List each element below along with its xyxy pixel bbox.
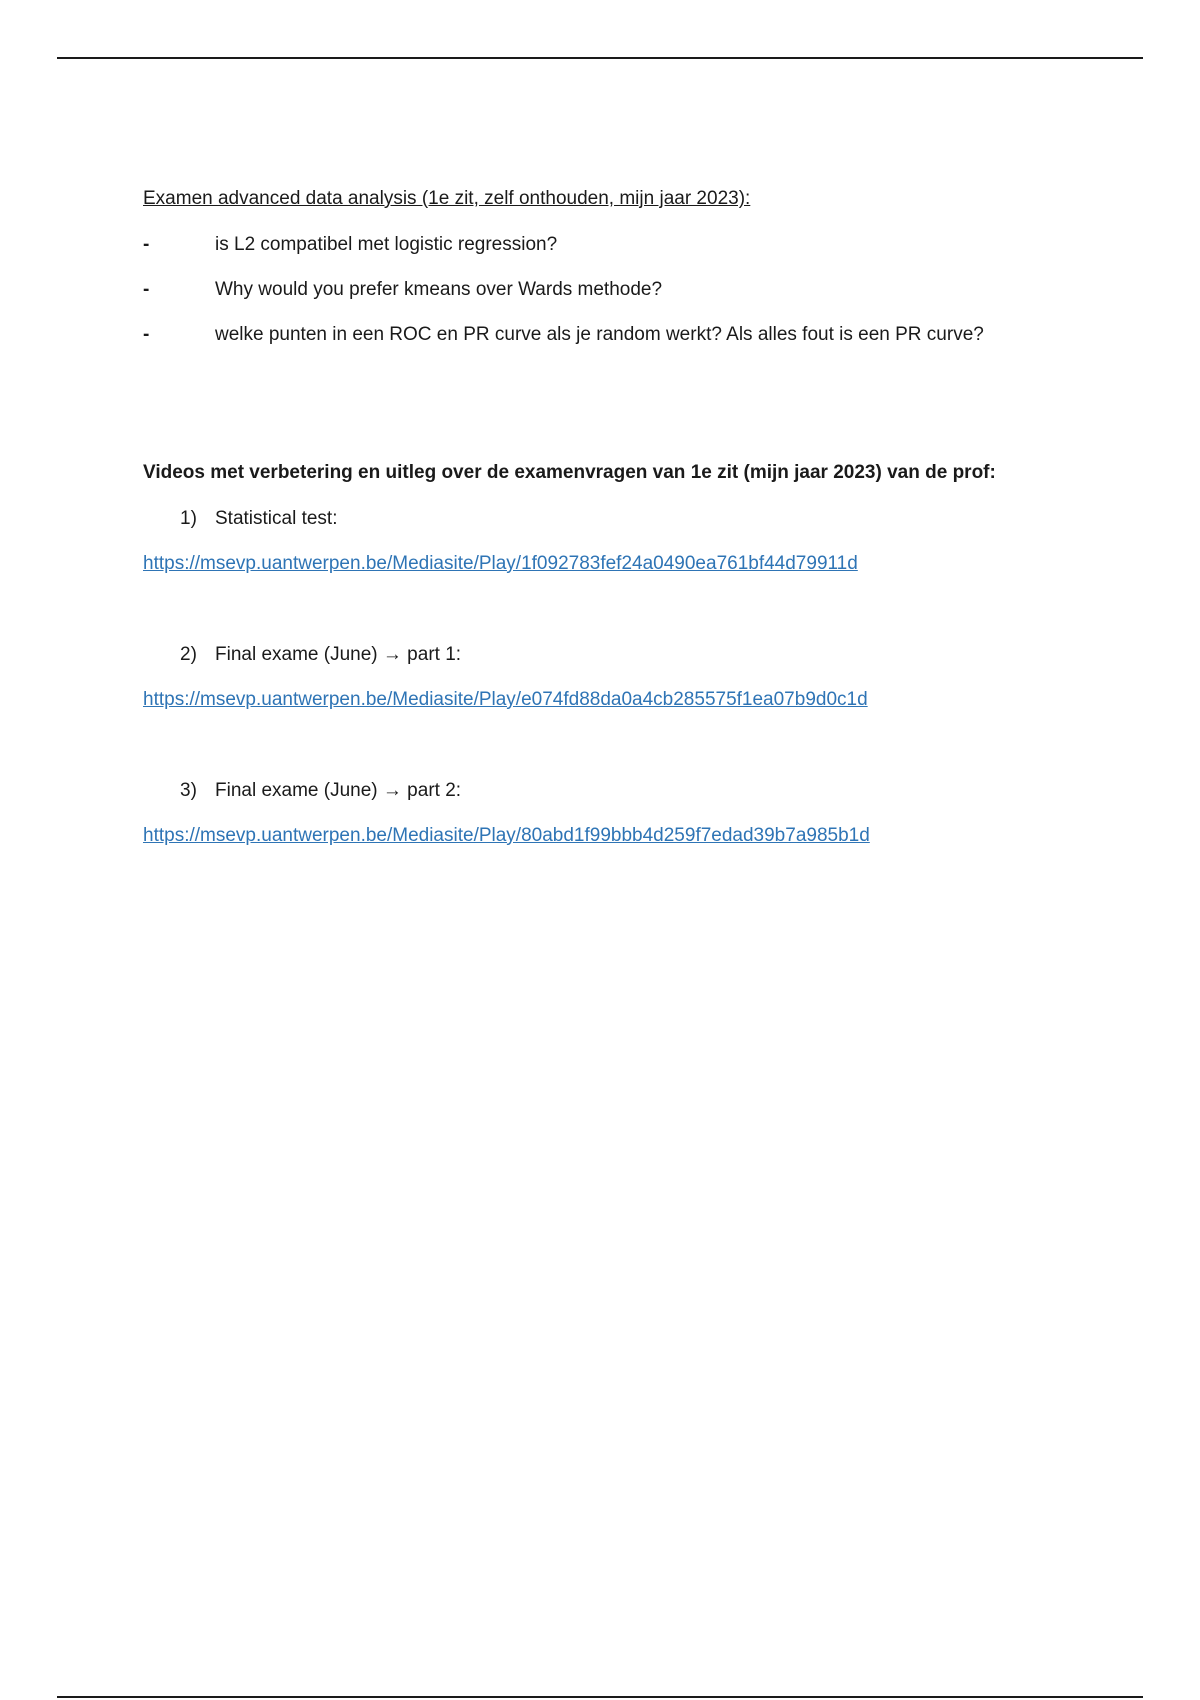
videos-heading: Videos met verbetering en uitleg over de examenvragen van 1e zit (mijn jaar 2023) van de prof: [143,462,996,483]
video-title: Final exame (June) → part 1: [215,644,462,665]
top-divider [57,57,1143,59]
bullet-dash: - [143,279,150,300]
exam-heading: Examen advanced data analysis (1e zit, zelf onthouden, mijn jaar 2023): [143,188,751,209]
list-number: 2) [180,644,197,665]
exam-question: is L2 compatibel met logistic regression? [215,234,558,255]
exam-question: welke punten in een ROC en PR curve als je random werkt? Als alles fout is een PR curve? [215,324,984,345]
video-item-label [180,780,461,802]
list-number: 1) [180,508,197,529]
bullet-dash: - [143,234,150,255]
bullet-dash: - [143,324,150,345]
list-number: 3) [180,780,197,801]
video-title: Statistical test: [215,508,338,529]
exam-question: Why would you prefer kmeans over Wards methode? [215,279,663,300]
video-item-label [180,508,338,530]
video-title: Final exame (June) → part 2: [215,780,462,801]
bottom-divider [57,1696,1143,1698]
video-link[interactable]: https://msevp.uantwerpen.be/Mediasite/Play/80abd1f99bbb4d259f7edad39b7a985b1d [143,825,870,846]
video-link[interactable]: https://msevp.uantwerpen.be/Mediasite/Play/1f092783fef24a0490ea761bf44d79911d [143,553,858,574]
video-item-label [180,644,461,666]
video-link[interactable]: https://msevp.uantwerpen.be/Mediasite/Play/e074fd88da0a4cb285575f1ea07b9d0c1d [143,689,868,710]
